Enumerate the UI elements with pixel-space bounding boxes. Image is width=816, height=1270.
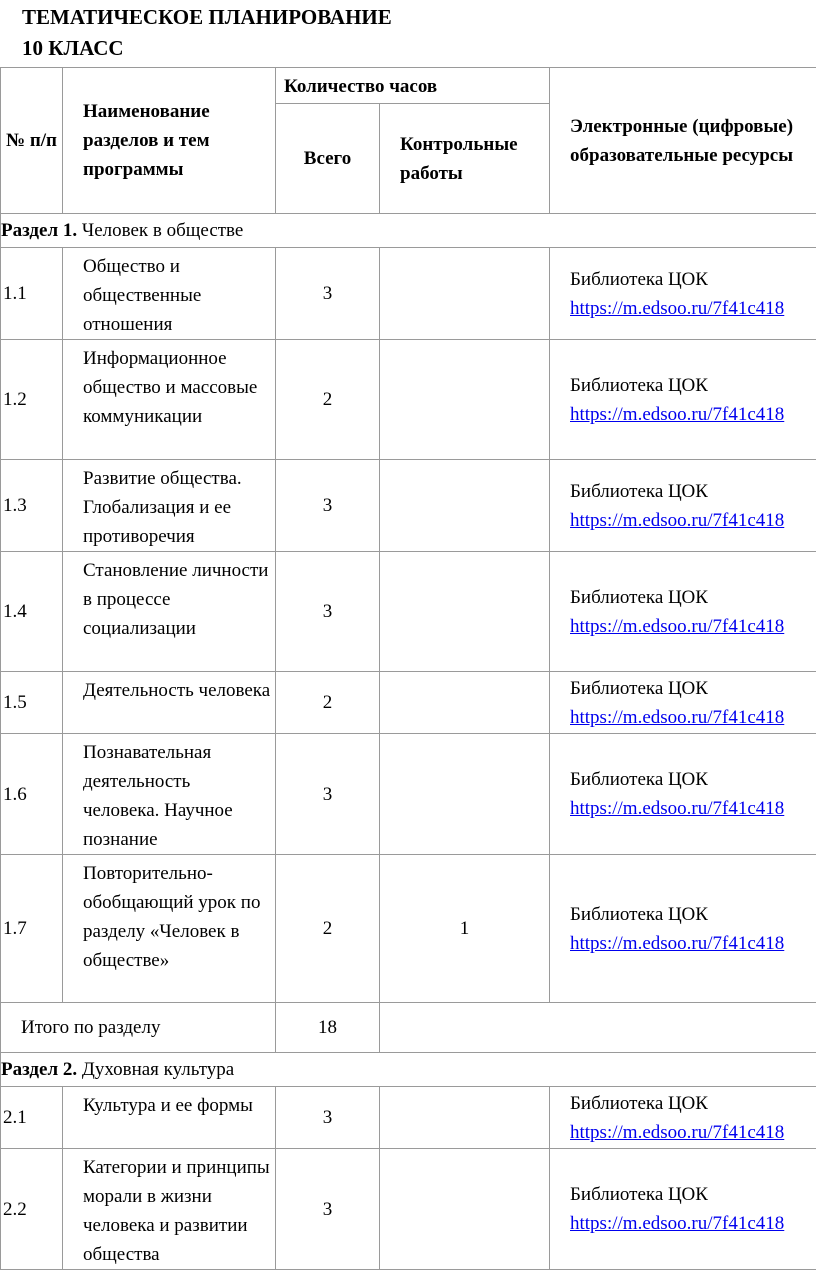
resource-link[interactable]: https://m.edsoo.ru/7f41c418 (570, 506, 816, 535)
row-control (380, 340, 550, 460)
row-control (380, 460, 550, 552)
section-1-cell (1, 214, 816, 248)
row-control (380, 1149, 550, 1270)
table-row (1, 672, 816, 734)
header-number: № п/п (1, 68, 63, 214)
row-resource (550, 855, 816, 1003)
row-topic: Повторительно-обобщающий урок по разделу «Человек в обществе» (63, 855, 276, 1003)
row-total: 3 (276, 1149, 380, 1270)
resource-library: Библиотека ЦОК (570, 900, 816, 929)
row-number: 1.4 (1, 552, 63, 672)
row-control (380, 734, 550, 855)
title-line-2: 10 КЛАСС (22, 36, 124, 60)
row-topic: Культура и ее формы (63, 1087, 276, 1149)
resource-link[interactable]: https://m.edsoo.ru/7f41c418 (570, 294, 816, 323)
row-number: 1.6 (1, 734, 63, 855)
subtotal-label: Итого по разделу (1, 1003, 276, 1053)
row-number: 1.2 (1, 340, 63, 460)
resource-link[interactable]: https://m.edsoo.ru/7f41c418 (570, 703, 816, 732)
table-row (1, 248, 816, 340)
row-total: 2 (276, 672, 380, 734)
table-row (1, 1149, 816, 1270)
planning-table (0, 67, 816, 1270)
subtotal-empty (380, 1003, 816, 1053)
row-number: 1.1 (1, 248, 63, 340)
row-total: 2 (276, 855, 380, 1003)
table-row (1, 552, 816, 672)
row-total: 3 (276, 734, 380, 855)
row-control (380, 672, 550, 734)
section-1-title: Человек в обществе (77, 220, 243, 241)
header-total: Всего (276, 104, 380, 214)
resource-library: Библиотека ЦОК (570, 765, 816, 794)
section-2-cell (1, 1053, 816, 1087)
row-total: 3 (276, 248, 380, 340)
table-row (1, 1087, 816, 1149)
row-control: 1 (380, 855, 550, 1003)
resource-library: Библиотека ЦОК (570, 674, 816, 703)
resource-library: Библиотека ЦОК (570, 477, 816, 506)
row-total: 3 (276, 1087, 380, 1149)
section-row (1, 214, 816, 248)
section-2-title: Духовная культура (77, 1059, 234, 1080)
resource-link[interactable]: https://m.edsoo.ru/7f41c418 (570, 400, 816, 429)
row-topic: Общество и общественные отношения (63, 248, 276, 340)
row-resource (550, 248, 816, 340)
resource-library: Библиотека ЦОК (570, 583, 816, 612)
resource-library: Библиотека ЦОК (570, 1089, 816, 1118)
table-row (1, 734, 816, 855)
table-row (1, 340, 816, 460)
resource-library: Библиотека ЦОК (570, 371, 816, 400)
row-number: 2.2 (1, 1149, 63, 1270)
row-topic: Познавательная деятельность человека. Научное познание (63, 734, 276, 855)
header-hours: Количество часов (276, 68, 550, 104)
resource-library: Библиотека ЦОК (570, 265, 816, 294)
section-row (1, 1053, 816, 1087)
row-topic: Деятельность человека (63, 672, 276, 734)
row-number: 1.3 (1, 460, 63, 552)
row-control (380, 552, 550, 672)
header-name: Наименование разделов и тем программы (63, 68, 276, 214)
row-resource (550, 1149, 816, 1270)
title-line-1: ТЕМАТИЧЕСКОЕ ПЛАНИРОВАНИЕ (22, 5, 392, 29)
row-resource (550, 734, 816, 855)
table-row (1, 460, 816, 552)
row-resource (550, 340, 816, 460)
subtotal-value: 18 (276, 1003, 380, 1053)
row-control (380, 248, 550, 340)
resource-link[interactable]: https://m.edsoo.ru/7f41c418 (570, 794, 816, 823)
row-total: 2 (276, 340, 380, 460)
resource-link[interactable]: https://m.edsoo.ru/7f41c418 (570, 1209, 816, 1238)
resource-link[interactable]: https://m.edsoo.ru/7f41c418 (570, 612, 816, 641)
row-total: 3 (276, 552, 380, 672)
row-number: 1.5 (1, 672, 63, 734)
row-number: 1.7 (1, 855, 63, 1003)
row-resource (550, 1087, 816, 1149)
table-row (1, 855, 816, 1003)
row-total: 3 (276, 460, 380, 552)
row-resource (550, 672, 816, 734)
row-topic: Становление личности в процессе социализации (63, 552, 276, 672)
header-resources: Электронные (цифровые) образовательные ресурсы (550, 68, 816, 214)
subtotal-row (1, 1003, 816, 1053)
header-control: Контрольные работы (380, 104, 550, 214)
row-resource (550, 460, 816, 552)
row-resource (550, 552, 816, 672)
row-control (380, 1087, 550, 1149)
row-topic: Информационное общество и массовые коммуникации (63, 340, 276, 460)
page-title (22, 2, 392, 64)
resource-library: Библиотека ЦОК (570, 1180, 816, 1209)
row-topic: Развитие общества. Глобализация и ее противоречия (63, 460, 276, 552)
row-number: 2.1 (1, 1087, 63, 1149)
resource-link[interactable]: https://m.edsoo.ru/7f41c418 (570, 1118, 816, 1147)
section-1-label: Раздел 1. (1, 220, 77, 241)
section-2-label: Раздел 2. (1, 1059, 77, 1080)
resource-link[interactable]: https://m.edsoo.ru/7f41c418 (570, 929, 816, 958)
row-topic: Категории и принципы морали в жизни человека и развитии общества (63, 1149, 276, 1270)
